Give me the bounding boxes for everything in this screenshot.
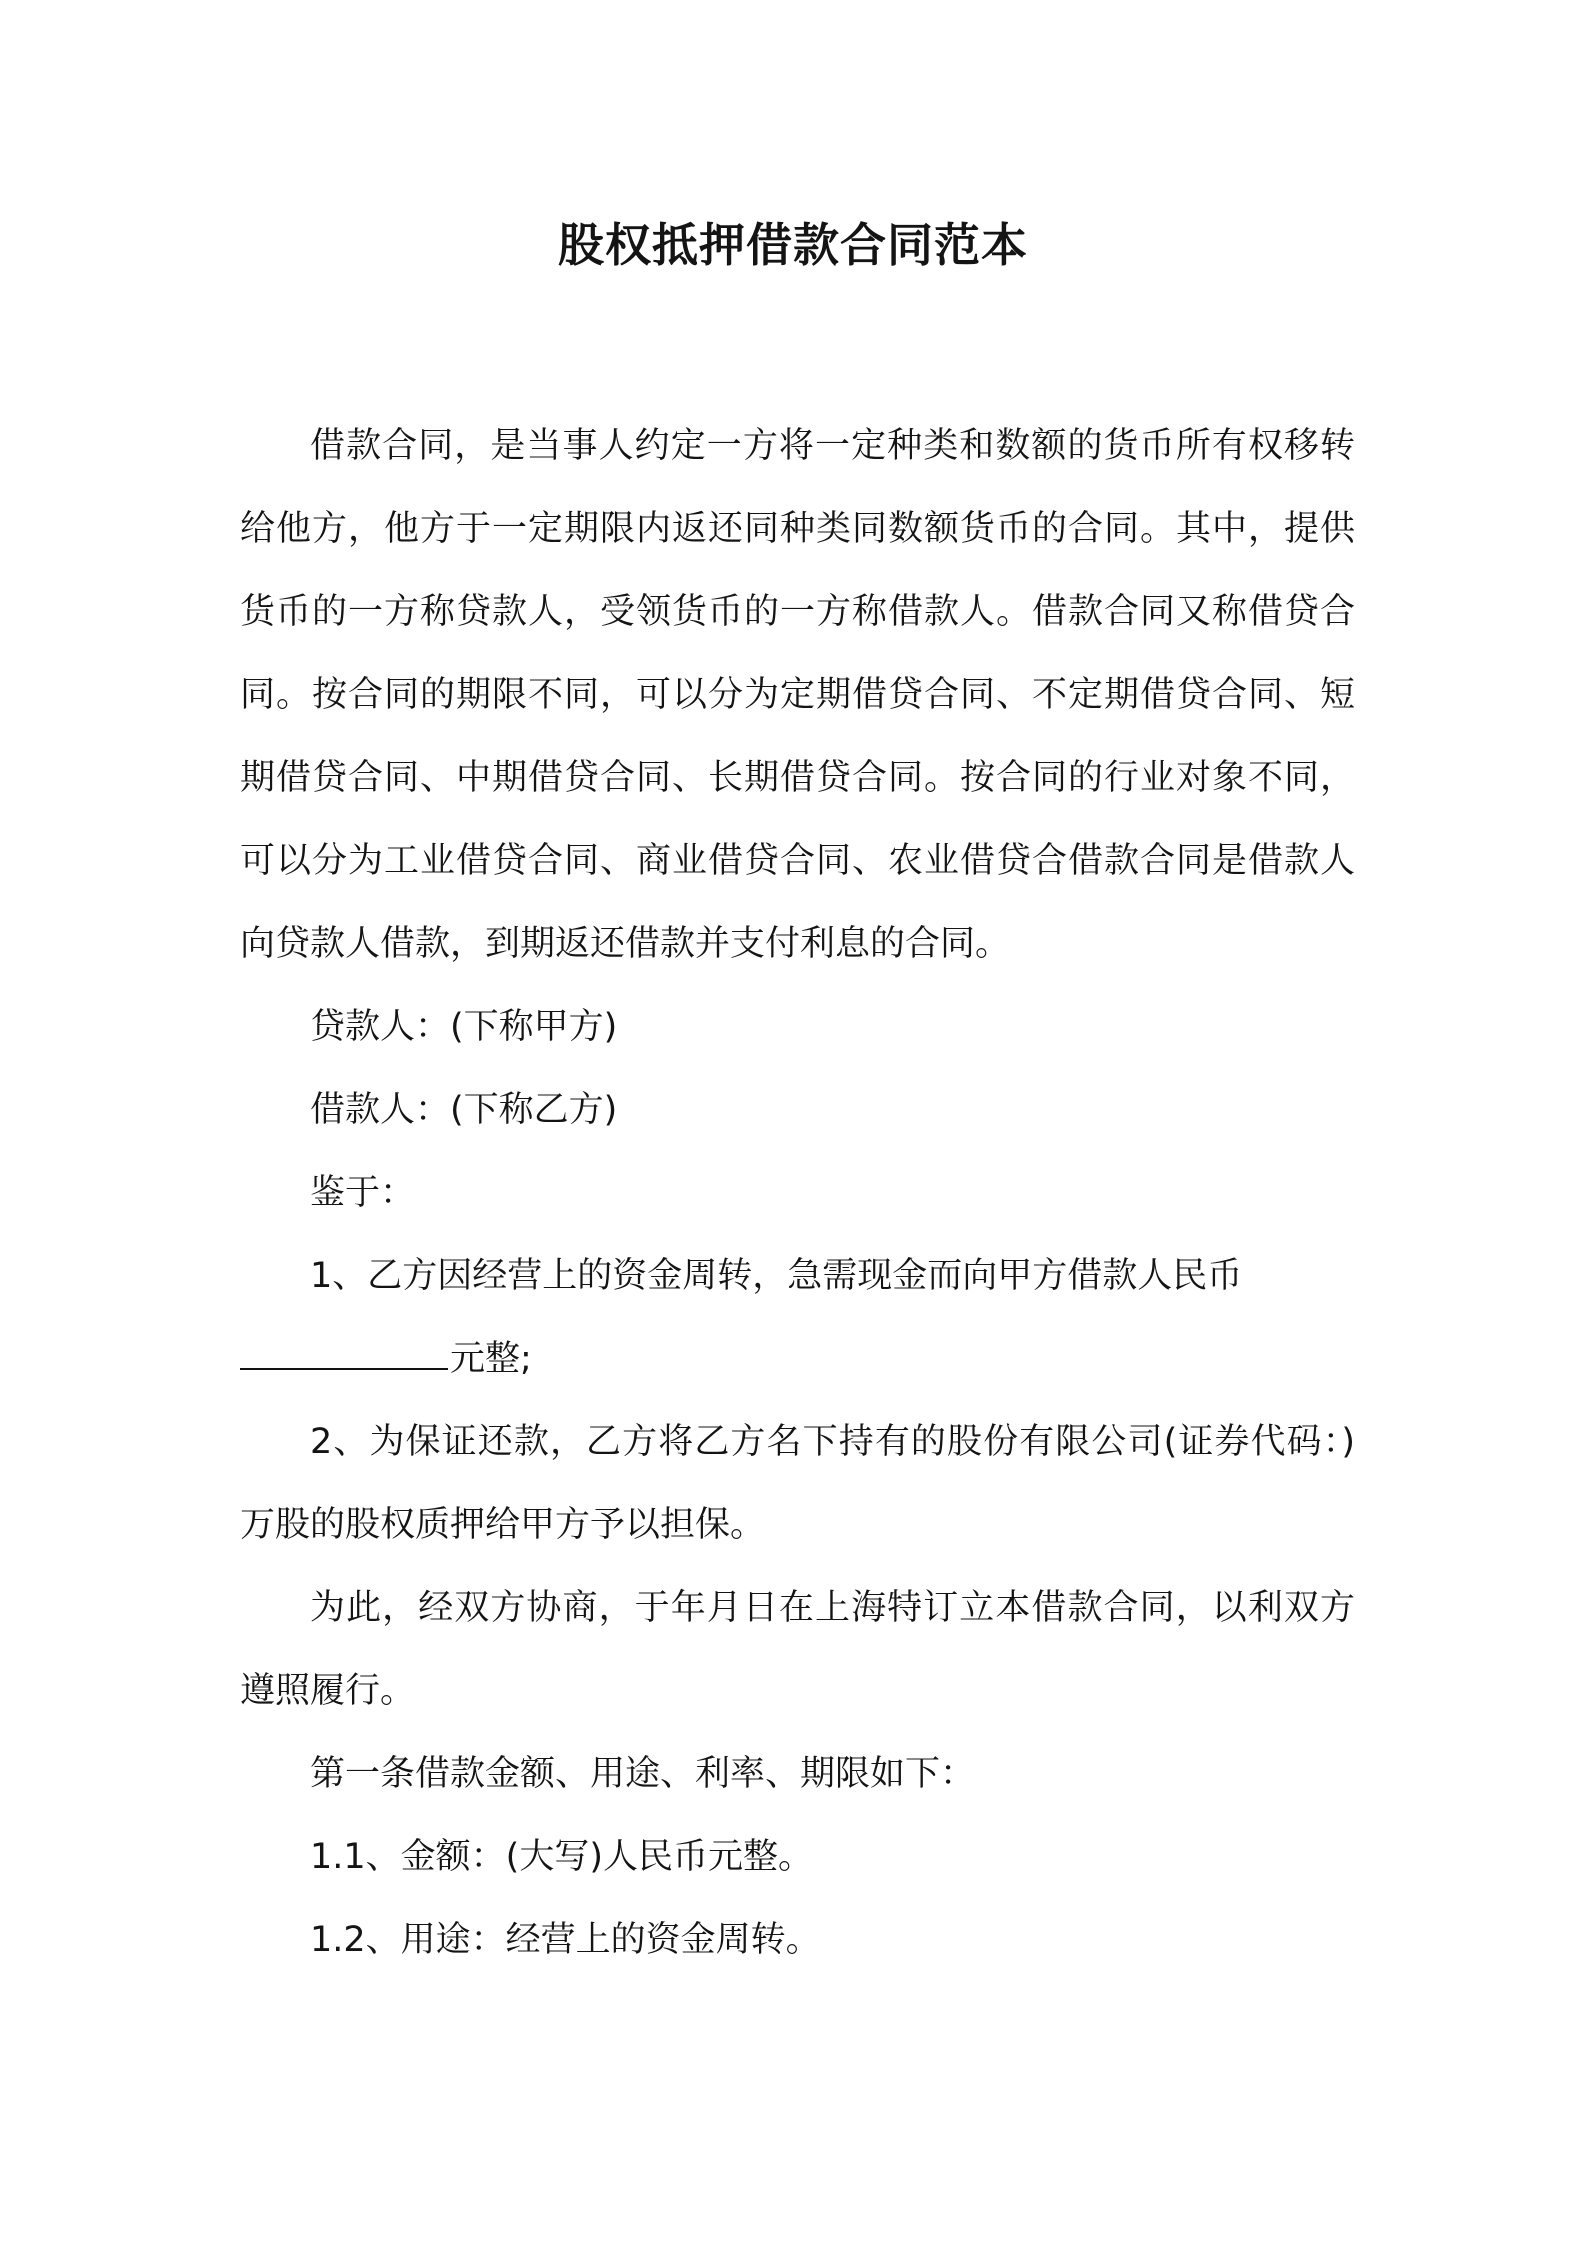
intro-paragraph: 借款合同，是当事人约定一方将一定种类和数额的货币所有权移转给他方，他方于一定期限内返还同种类同数额货币的合同。其中，提供货币的一方称贷款人，受领货币的一方称借款人。借款合同又称借贷合同。按合同的期限不同，可以分为定期借贷合同、不定期借贷合同、短期借贷合同、中期借贷合同、长期借贷合同。按合同的行业对象不同，可以分为工业借贷合同、商业借贷合同、农业借贷合借款合同是借款人向贷款人借款，到期返还借款并支付利息的合同。 bbox=[240, 426, 1355, 964]
document-title: 股权抵押借款合同范本 bbox=[558, 218, 1028, 272]
document-body bbox=[240, 405, 1355, 1982]
clause-1-1: 1.1、金额：(大写)人民币元整。 bbox=[310, 1837, 813, 1877]
lender-line: 贷款人：(下称甲方) bbox=[310, 1007, 618, 1047]
item-3: 为此，经双方协商，于年月日在上海特订立本借款合同，以利双方遵照履行。 bbox=[240, 1588, 1355, 1711]
item-1: 1、乙方因经营上的资金周转，急需现金而向甲方借款人民币 bbox=[310, 1256, 1243, 1296]
item-1-end: 元整; bbox=[450, 1339, 532, 1379]
clause-1-2: 1.2、用途：经营上的资金周转。 bbox=[310, 1920, 821, 1960]
amount-blank bbox=[240, 1338, 448, 1370]
whereas-line: 鉴于： bbox=[310, 1173, 416, 1213]
item-1-amount-line bbox=[240, 1318, 1355, 1401]
borrower-line: 借款人：(下称乙方) bbox=[310, 1090, 618, 1130]
article-1-heading: 第一条借款金额、用途、利率、期限如下： bbox=[310, 1754, 976, 1794]
item-2: 2、为保证还款，乙方将乙方名下持有的股份有限公司(证券代码：)万股的股权质押给甲方予以担保。 bbox=[240, 1422, 1355, 1545]
